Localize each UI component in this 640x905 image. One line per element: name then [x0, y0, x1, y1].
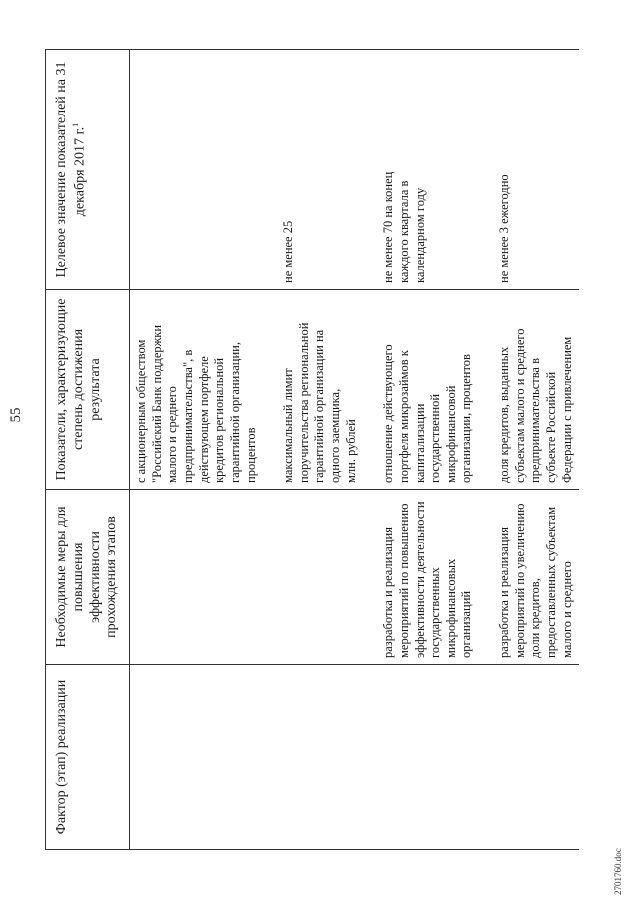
- row-gap: [381, 671, 395, 843]
- measures-table: [45, 49, 579, 850]
- header-factor: Фактор (этап) реализации: [46, 665, 130, 850]
- header-target: [46, 50, 130, 290]
- row-gap: [475, 496, 489, 658]
- header-indicators: Показатели, характеризующие степень достижения результата: [46, 290, 130, 490]
- cell-target: [130, 50, 278, 290]
- cell-line: предпринимательства", в: [181, 349, 196, 483]
- table-header-row: [46, 50, 130, 850]
- cell-target: [493, 50, 579, 290]
- table-row: [277, 50, 377, 850]
- cell-line: субъектам малого и среднего: [512, 328, 527, 483]
- cell-line: субъекте Российской: [543, 371, 558, 483]
- cell-line: действующем портфеле: [196, 356, 211, 483]
- cell-line: организаций: [459, 590, 474, 658]
- cell-line: мероприятий по повышению: [396, 503, 411, 658]
- cell-line: разработка и реализация: [497, 527, 512, 658]
- cell-measures: [377, 490, 493, 665]
- cell-line: государственных: [428, 567, 443, 658]
- cell-line: капитализации: [412, 403, 427, 483]
- cell-line: разработка и реализация: [381, 527, 396, 658]
- cell-line: одного заемщика,: [328, 388, 343, 483]
- row-gap: [297, 56, 311, 283]
- cell-line: "Российский Банк поддержки: [149, 324, 164, 483]
- cell-line: мероприятий по увеличению: [512, 503, 527, 658]
- cell-measures: [493, 490, 579, 665]
- cell-target: [277, 50, 377, 290]
- cell-line: процентов: [243, 427, 258, 483]
- row-gap: [281, 671, 295, 843]
- document-code: 2701760.doc: [613, 848, 623, 895]
- cell-line: доля кредитов, выданных: [497, 346, 512, 483]
- cell-line: гарантийной организации,: [227, 342, 242, 483]
- cell-line: поручительства региональной: [296, 322, 311, 483]
- cell-line: календарном году: [412, 187, 427, 283]
- cell-line: Федерации с привлечением: [559, 336, 574, 483]
- cell-line: микрофинансовой: [443, 385, 458, 483]
- cell-measures: [130, 490, 278, 665]
- row-gap: [359, 296, 373, 483]
- table-row: [493, 50, 579, 850]
- row-gap: [281, 496, 295, 658]
- row-gap: [134, 671, 148, 843]
- cell-line: не менее 25: [281, 220, 296, 283]
- cell-line: предпринимательства в: [528, 357, 543, 483]
- row-gap: [134, 56, 148, 283]
- cell-line: малого и среднего: [165, 386, 180, 483]
- cell-line: портфеля микрозаймов к: [396, 350, 411, 483]
- header-target-footnote: 1: [70, 122, 80, 127]
- page-number: 55: [8, 407, 24, 423]
- row-gap: [475, 296, 489, 483]
- row-gap: [259, 296, 273, 483]
- cell-line: малого и среднего: [559, 561, 574, 658]
- header-target-text: Целевое значение показателей на 31 декабря 2017 г.: [54, 61, 88, 278]
- header-measures: Необходимые меры для повышения эффективности прохождения этапов: [46, 490, 130, 665]
- cell-indicators: [493, 290, 579, 490]
- table-row: [130, 50, 278, 850]
- cell-line: отношение действующего: [381, 344, 396, 483]
- cell-factor: [493, 665, 579, 850]
- cell-line: эффективности деятельности: [412, 501, 427, 658]
- cell-line: предоставленных субъектам: [543, 506, 558, 658]
- cell-line: микрофинансовых: [443, 558, 458, 658]
- cell-line: с акционерным обществом: [134, 339, 149, 483]
- cell-target: [377, 50, 493, 290]
- cell-factor: [377, 665, 493, 850]
- table-body: [130, 50, 580, 850]
- cell-indicators: [377, 290, 493, 490]
- table-row: [377, 50, 493, 850]
- cell-line: доли кредитов,: [528, 578, 543, 658]
- cell-line: гарантийной организации на: [312, 329, 327, 483]
- cell-line: каждого квартала в: [396, 180, 411, 283]
- cell-factor: [130, 665, 278, 850]
- cell-measures: [277, 490, 377, 665]
- cell-line: организации, процентов: [459, 354, 474, 483]
- cell-factor: [277, 665, 377, 850]
- row-gap: [428, 56, 442, 283]
- row-gap: [134, 496, 148, 658]
- cell-line: государственной: [428, 393, 443, 483]
- cell-line: кредитов региональной: [212, 357, 227, 483]
- cell-line: максимальный лимит: [281, 368, 296, 483]
- cell-indicators: [130, 290, 278, 490]
- cell-line: не менее 3 ежегодно: [497, 174, 512, 283]
- cell-indicators: [277, 290, 377, 490]
- cell-line: не менее 70 на конец: [381, 171, 396, 283]
- cell-line: млн. рублей: [343, 419, 358, 483]
